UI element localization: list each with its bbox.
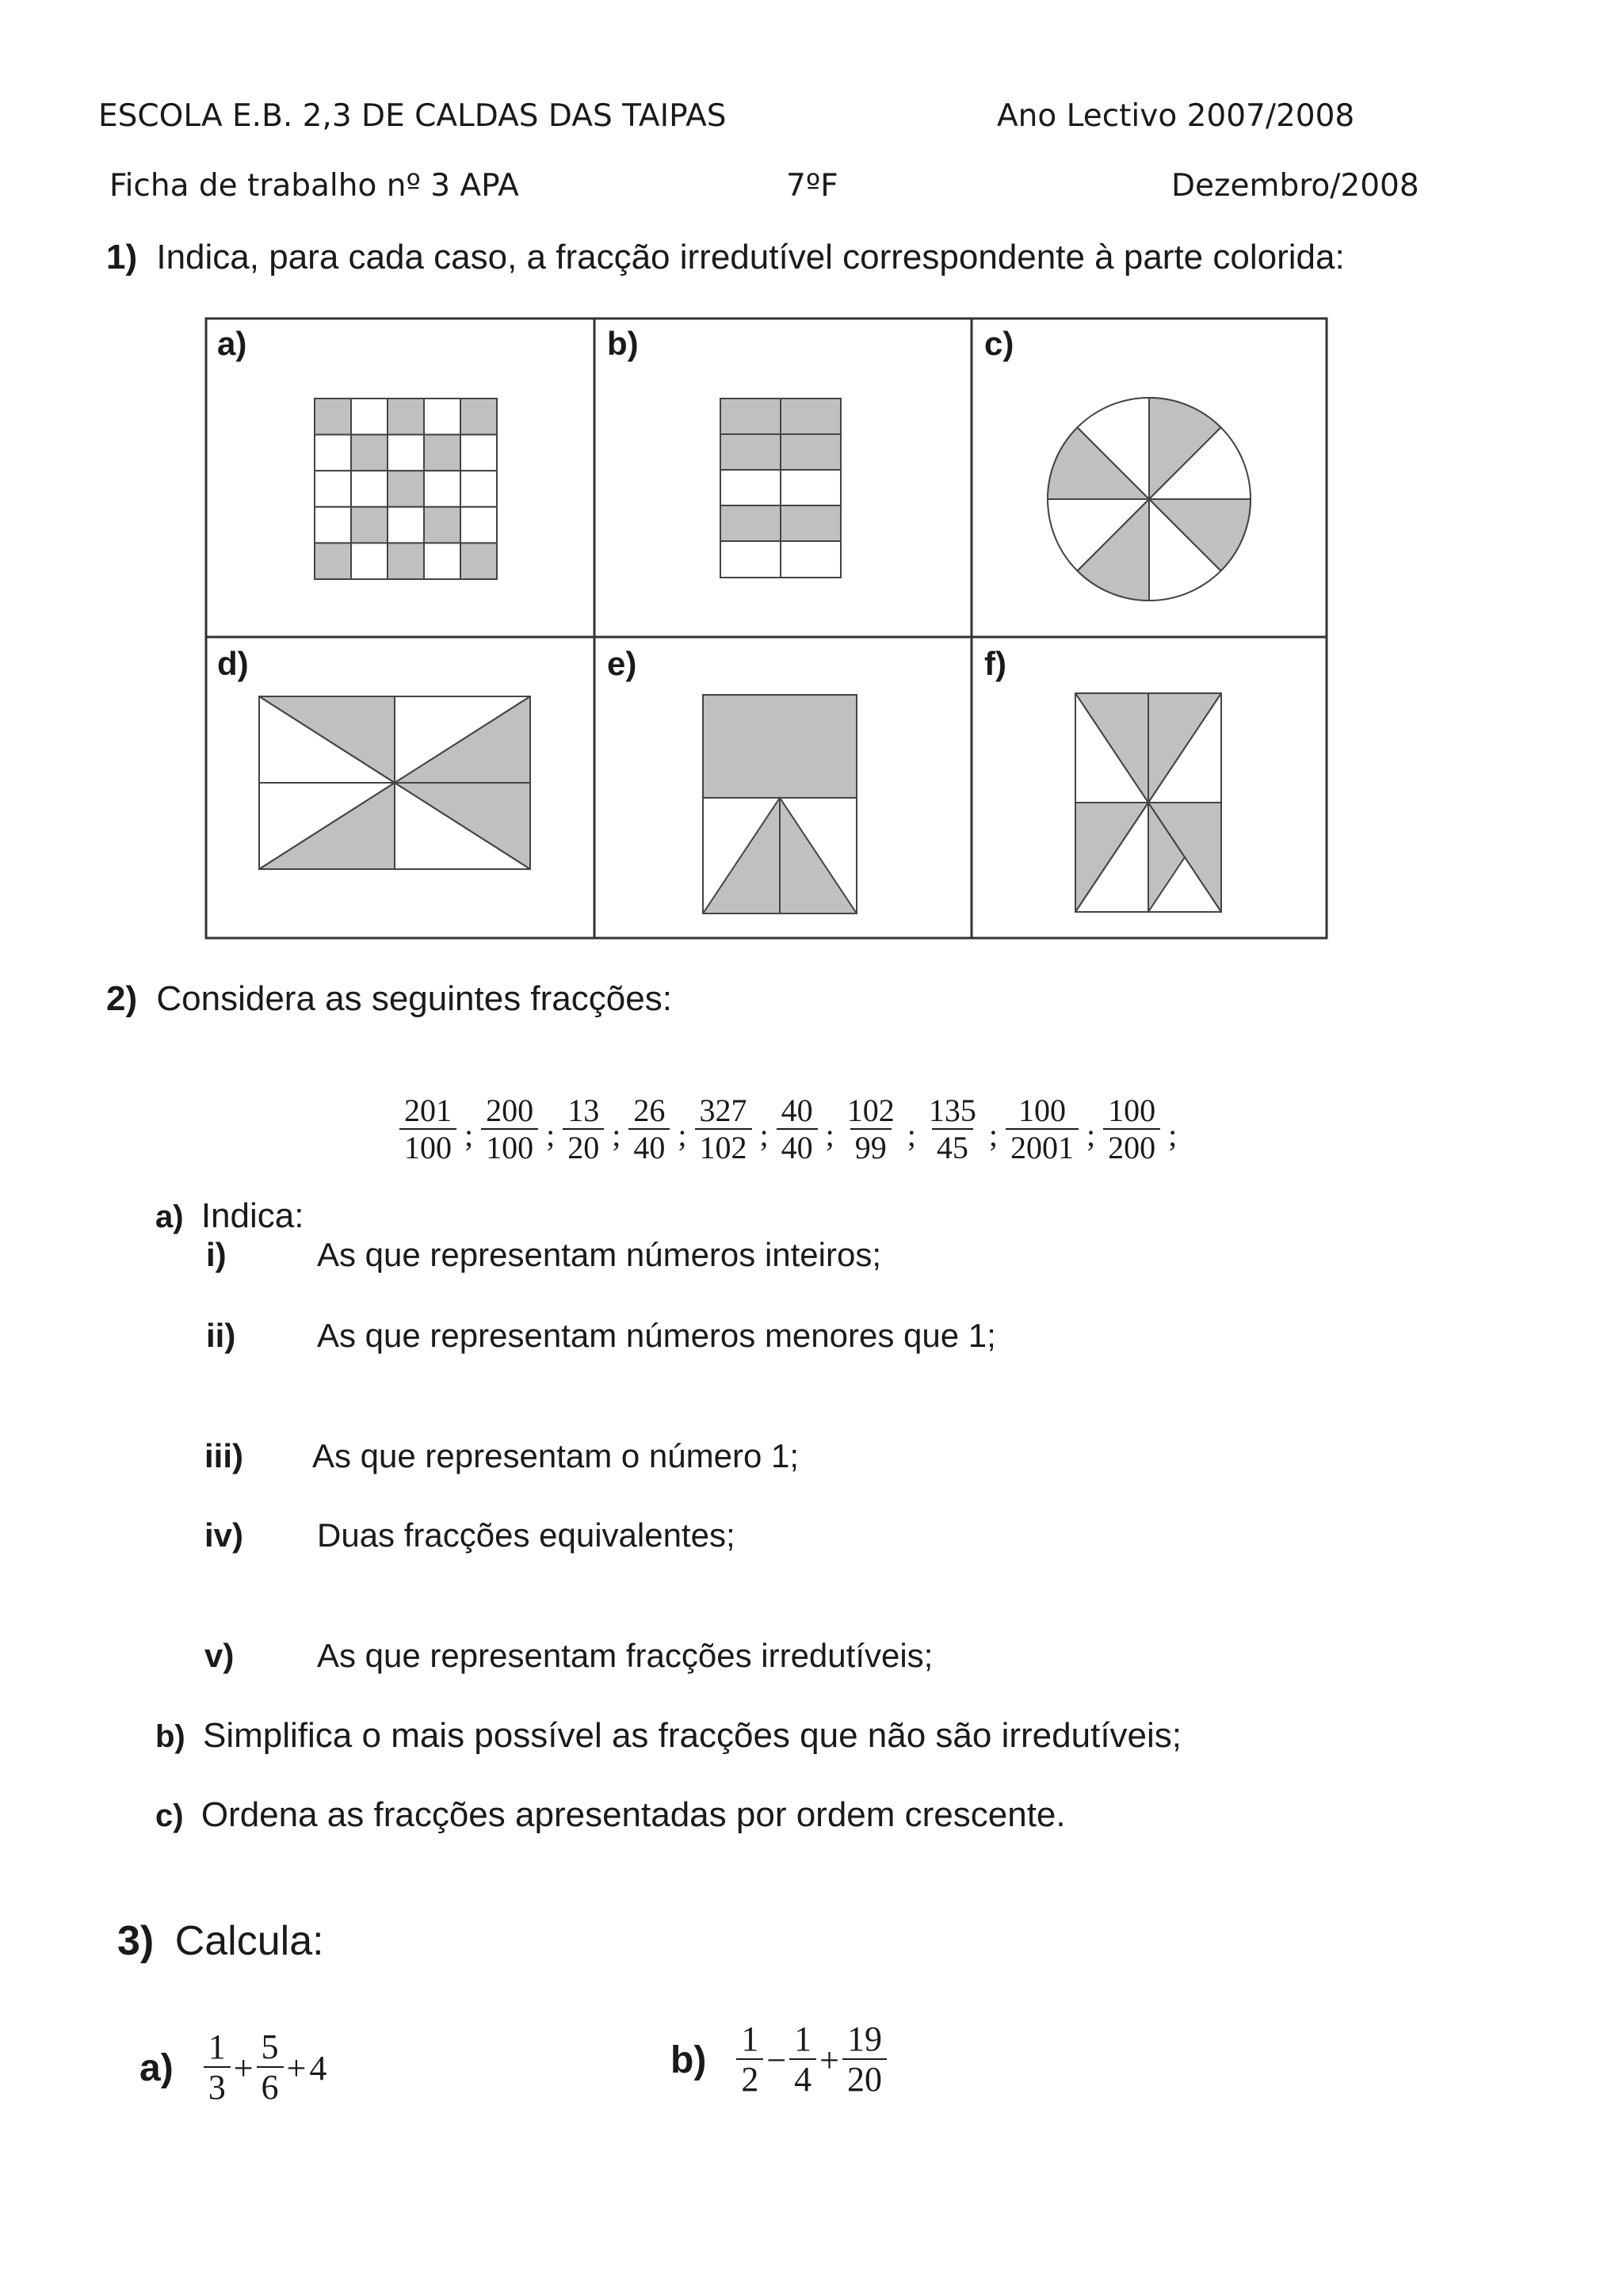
exercise-3a-label: a)	[139, 2046, 174, 2089]
question-3-number: 3)	[117, 1918, 155, 1964]
question-2a-text: Indica:	[200, 1196, 304, 1235]
exercise-3b-expression	[733, 2020, 890, 2100]
exercise-3a-expression	[200, 2028, 327, 2108]
fraction-3: $\frac{26}{40}$	[628, 1093, 670, 1166]
figure-grid	[204, 317, 1330, 940]
operator-plus: +	[286, 2048, 307, 2088]
figure-f-rectangle	[1075, 692, 1222, 913]
figure-b-bar-grid	[720, 398, 842, 578]
cell-label-b: b)	[607, 325, 639, 362]
fraction-6: $\frac{102}{99}$	[846, 1093, 895, 1165]
fraction-separator: ;	[907, 1116, 916, 1153]
fraction-separator: ;	[546, 1116, 556, 1153]
question-1	[106, 238, 1345, 277]
fraction-separator: ;	[464, 1116, 474, 1153]
fraction-separator: ;	[1086, 1116, 1096, 1153]
exercise-3b-fraction-2: $\frac{1}{4}$	[789, 2020, 816, 2100]
item-label-ii: ii)	[206, 1317, 236, 1354]
fraction-separator: ;	[825, 1116, 834, 1153]
item-label-v: v)	[204, 1637, 235, 1674]
fraction-separator: ;	[988, 1116, 998, 1153]
item-label-iii: iii)	[204, 1437, 243, 1474]
fraction-8: $\frac{100}{2001}$	[1006, 1093, 1079, 1166]
fraction-4: $\frac{327}{102}$	[695, 1093, 752, 1166]
fraction-1: $\frac{200}{100}$	[481, 1093, 538, 1166]
question-2c-label: c)	[155, 1798, 184, 1833]
figure-e-rectangle	[702, 694, 857, 914]
question-3	[117, 1917, 324, 1965]
fraction-9: $\frac{100}{200}$	[1103, 1093, 1160, 1166]
exercise-3a	[139, 2028, 327, 2108]
exercise-3b-label: b)	[670, 2039, 707, 2081]
item-text-iii: As que representam o número 1;	[312, 1437, 800, 1474]
cell-label-f: f)	[984, 645, 1006, 682]
figure-c-circle	[1044, 395, 1254, 604]
fraction-separator: ;	[678, 1116, 687, 1153]
cell-label-d: d)	[217, 645, 249, 682]
school-year: Ano Lectivo 2007/2008	[997, 98, 1355, 134]
fraction-separator: ;	[1168, 1116, 1178, 1153]
cell-label-e: e)	[607, 645, 637, 682]
fraction-0: $\frac{201}{100}$	[399, 1093, 456, 1166]
sheet-title: Ficha de trabalho nº 3 APA	[109, 168, 519, 204]
school-name: ESCOLA E.B. 2,3 DE CALDAS DAS TAIPAS	[98, 98, 727, 134]
item-text-i: As que representam números inteiros;	[317, 1236, 882, 1273]
fraction-2: $\frac{13}{20}$	[563, 1093, 604, 1166]
class-name: 7ºF	[786, 168, 838, 204]
fraction-7: $\frac{135}{45}$	[928, 1093, 976, 1165]
question-1-text: Indica, para cada caso, a fracção irredutível correspondente à parte colorida:	[156, 238, 1345, 277]
item-label-i: i)	[206, 1236, 227, 1273]
cell-label-c: c)	[984, 325, 1014, 362]
exercise-3b	[670, 2020, 890, 2100]
fractions-list	[396, 1093, 1182, 1166]
question-2c-text: Ordena as fracções apresentadas por ordem crescente.	[200, 1795, 1066, 1834]
figure-a-checker-grid	[314, 398, 498, 580]
exercise-3a-fraction-2: $\frac{5}{6}$	[257, 2028, 284, 2108]
exercise-3a-integer: 4	[309, 2048, 327, 2088]
cell-label-a: a)	[217, 325, 247, 362]
question-1-number: 1)	[106, 238, 138, 277]
fraction-separator: ;	[759, 1116, 769, 1153]
operator-minus: −	[766, 2040, 787, 2080]
figure-d-rectangle	[258, 696, 531, 870]
item-label-iv: iv)	[204, 1516, 244, 1554]
question-2a-label: a)	[155, 1199, 184, 1234]
sheet-date: Dezembro/2008	[1171, 168, 1419, 204]
question-2-number: 2)	[106, 979, 138, 1018]
item-text-ii: As que representam números menores que 1;	[317, 1317, 996, 1354]
exercise-3b-fraction-1: $\frac{1}{2}$	[736, 2020, 763, 2100]
question-2b	[155, 1716, 1182, 1756]
question-2b-label: b)	[155, 1719, 185, 1754]
question-2-text: Considera as seguintes fracções:	[156, 979, 672, 1018]
question-2b-text: Simplifica o mais possível as fracções que não são irredutíveis;	[203, 1716, 1182, 1755]
question-2c	[155, 1795, 1066, 1835]
operator-plus: +	[819, 2040, 839, 2080]
exercise-3b-fraction-3: $\frac{19}{20}$	[842, 2020, 887, 2100]
operator-plus: +	[233, 2048, 254, 2088]
fraction-separator: ;	[612, 1116, 621, 1153]
exercise-3a-fraction-1: $\frac{1}{3}$	[204, 2028, 231, 2108]
item-text-iv: Duas fracções equivalentes;	[317, 1516, 735, 1554]
question-2	[106, 979, 672, 1019]
question-3-text: Calcula:	[174, 1918, 324, 1964]
question-2a	[155, 1196, 304, 1236]
fraction-5: $\frac{40}{40}$	[777, 1093, 818, 1166]
item-text-v: As que representam fracções irredutíveis;	[317, 1637, 934, 1674]
